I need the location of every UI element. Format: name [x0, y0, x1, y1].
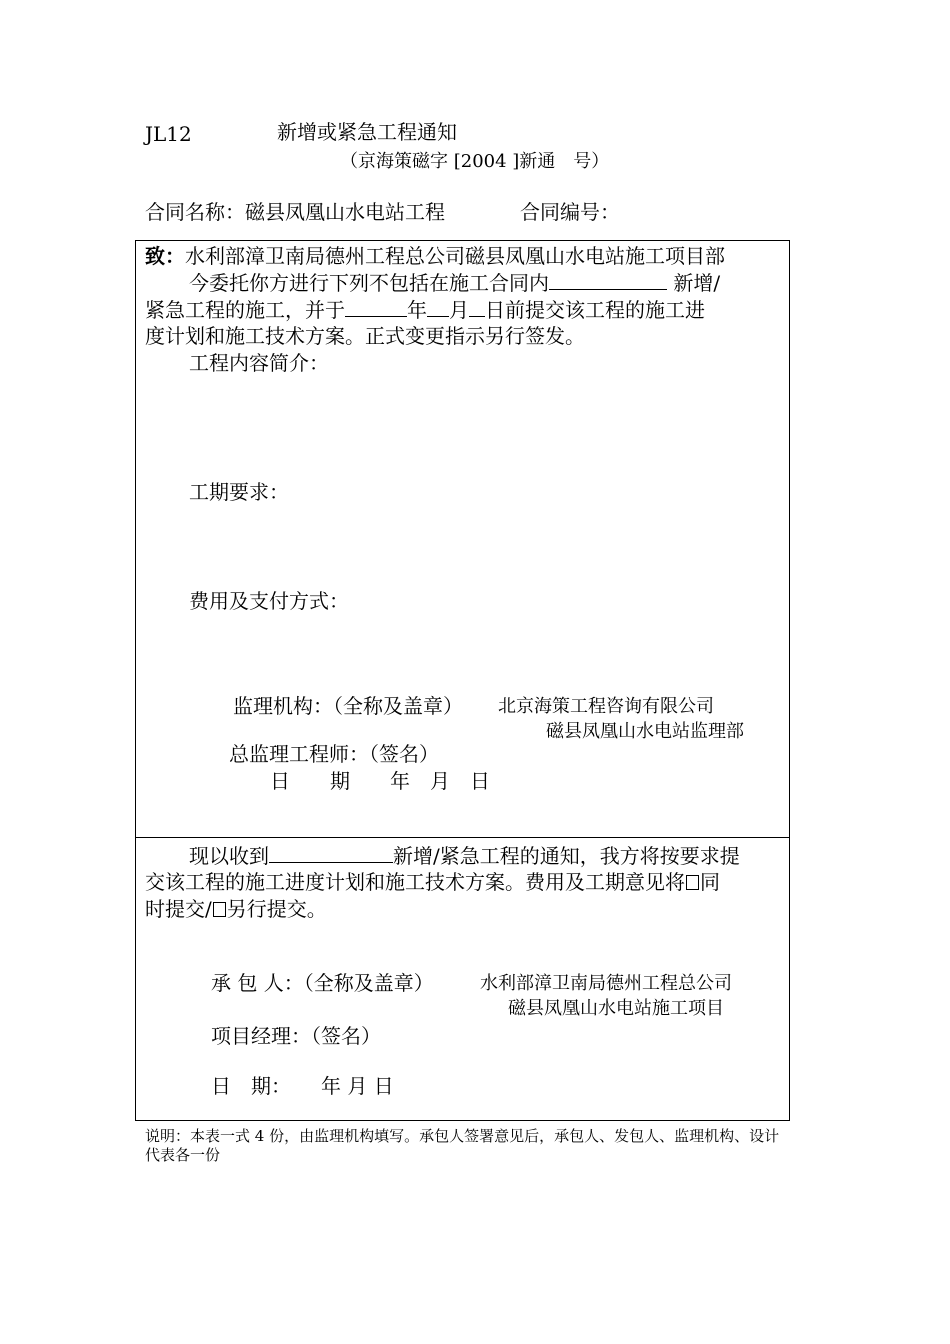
- contractor-label: 承 包 人：（全称及盖章）: [211, 971, 434, 995]
- contract-name-value: 磁县凤凰山水电站工程: [245, 200, 445, 224]
- work-period-label: 工期要求：: [189, 480, 289, 504]
- supervision-org-name-2: 磁县凤凰山水电站监理部: [546, 721, 744, 742]
- reply-line-3: 时提交/ 另行提交。: [145, 897, 327, 921]
- chief-engineer-label: 总监理工程师：（签名）: [229, 742, 439, 766]
- footnote-line-1: 说明：本表一式 4 份，由监理机构填写。承包人签署意见后，承包人、发包人、监理机构、设计: [145, 1127, 780, 1145]
- supervision-org-name-1: 北京海策工程咨询有限公司: [498, 696, 714, 717]
- notice-line-1: 今委托你方进行下列不包括在施工合同内 新增/: [189, 271, 721, 295]
- notice-line-3: 度计划和施工技术方案。正式变更指示另行签发。: [145, 324, 585, 348]
- contractor-name-2: 磁县凤凰山水电站施工项目: [508, 998, 724, 1019]
- cost-payment-label: 费用及支付方式：: [189, 589, 349, 613]
- notice-line-2: 紧急工程的施工，并于 年 月 日前提交该工程的施工进: [145, 298, 705, 322]
- year-blank[interactable]: [345, 296, 407, 317]
- submit-separately-checkbox[interactable]: [213, 902, 226, 917]
- month-blank[interactable]: [427, 296, 449, 317]
- submit-together-checkbox[interactable]: [686, 875, 699, 890]
- recipient-value: 水利部漳卫南局德州工程总公司磁县凤凰山水电站施工项目部: [185, 244, 725, 268]
- contract-number-label: 合同编号：: [520, 200, 620, 224]
- recipient-label: 致：: [145, 244, 185, 268]
- document-number: （京海策磁字 [2004 ]新通 号）: [340, 151, 610, 172]
- supervision-org-label: 监理机构：（全称及盖章）: [233, 694, 463, 718]
- section-divider: [135, 837, 790, 838]
- contractor-name-1: 水利部漳卫南局德州工程总公司: [480, 973, 732, 994]
- page-title: 新增或紧急工程通知: [277, 120, 457, 144]
- work-content-label: 工程内容简介：: [189, 351, 329, 375]
- contract-name-label: 合同名称：: [145, 200, 245, 224]
- footnote-line-2: 代表各一份: [145, 1146, 221, 1164]
- reply-line-2: 交该工程的施工进度计划和施工技术方案。费用及工期意见将 同: [145, 870, 720, 894]
- work-name-blank[interactable]: [549, 269, 667, 290]
- form-code: JL12: [145, 122, 192, 146]
- contractor-date-line: 日 期： 年 月 日: [211, 1074, 394, 1098]
- contract-name-row: [145, 199, 445, 225]
- received-work-blank[interactable]: [269, 842, 393, 863]
- day-blank[interactable]: [469, 296, 485, 317]
- supervision-date-line: 日 期 年 月 日: [270, 769, 490, 793]
- recipient-row: [145, 243, 725, 269]
- project-manager-label: 项目经理：（签名）: [211, 1024, 381, 1048]
- reply-line-1: 现以收到 新增/紧急工程的通知，我方将按要求提: [189, 844, 740, 868]
